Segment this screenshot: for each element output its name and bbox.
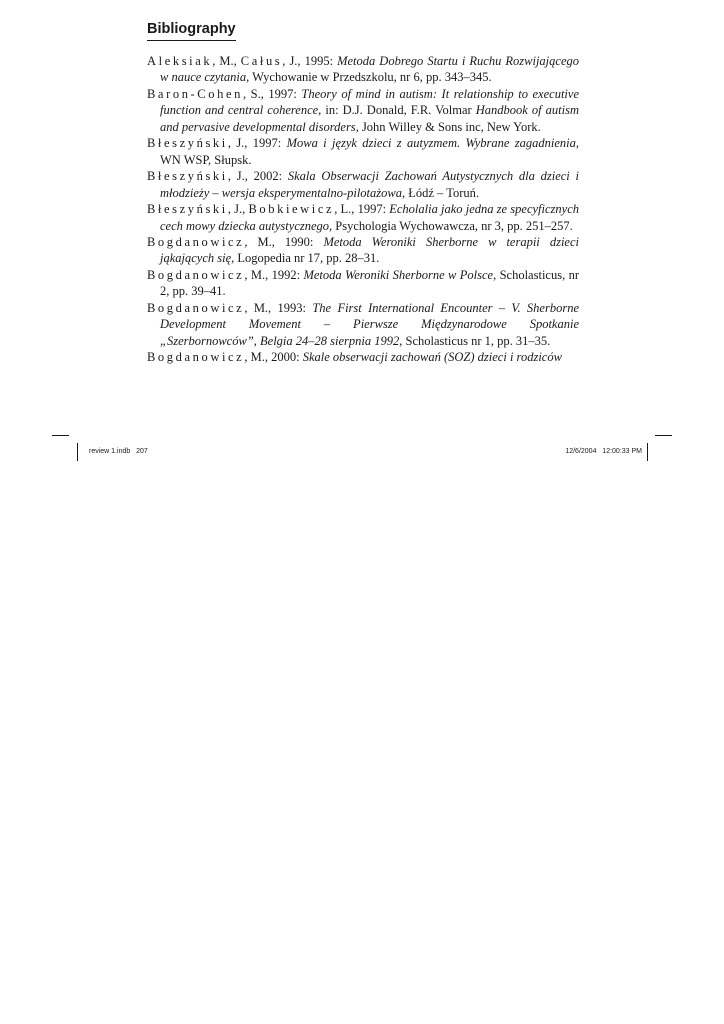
footer-timestamp: 12/6/2004 12:00:33 PM [565,448,642,455]
bibliography-list [147,53,579,366]
bibliography-entry [147,168,579,201]
entry-text: , M., 1992: [244,267,304,282]
entry-title: Skale obserwacji zachowań (SOZ) dzieci i rodziców [302,350,562,365]
entry-author: Błeszyński [147,136,228,151]
bibliography-entry [147,349,579,365]
entry-text: , Wychowanie w Przedszkolu, nr 6, pp. 343–345. [246,70,492,85]
entry-text: , J., 2002: [227,169,288,184]
entry-title: Echolalia jako jedna ze specyficznych cech mowy dziecka autystycznego [160,202,579,233]
bibliography-entry [147,267,579,300]
entry-text: , M., [212,54,241,68]
entry-title: Skala Obserwacji Zachowań Autystycznych dla dzieci i młodzieży – wersja eksperymentalno-pilotażowa [160,169,579,200]
entry-author: Bogdanowicz [147,267,245,282]
entry-title: Theory of mind in autism: It relationship to executive function and central coherence [160,86,579,118]
bibliography-entry [147,300,579,349]
entry-author: Błeszyński [147,202,228,217]
entry-text: , M., 2000: [244,350,303,365]
entry-text: , S., 1997: [242,86,302,101]
entry-text: , J., 1995: [282,54,338,68]
crop-mark-right-vertical [647,443,648,461]
bibliography-entry [147,135,579,168]
bibliography-entry [147,201,579,234]
entry-title: Metoda Weroniki Sherborne w Polsce [303,267,494,282]
entry-author: Aleksiak [147,54,213,68]
entry-text: , Psychologia Wychowawcza, nr 3, pp. 251–257. [329,218,573,233]
entry-author: Bobkiewicz [248,202,335,217]
entry-text: , M., 1993: [244,300,313,315]
bibliography-entry [147,86,579,135]
entry-author: Bogdanowicz [147,350,245,365]
entry-author: Bogdanowicz [147,300,245,315]
entry-title: The First International Encounter – V. Sherborne Development Movement – Pierwsze Międzynarodowe Spotkanie „Szerbornowców”, Belgia 24–28 sierpnia 1992 [160,300,579,348]
entry-text: , Logopedia nr 17, pp. 28–31. [231,251,380,266]
entry-author: Baron-Cohen [147,86,243,101]
entry-title: Handbook of autism and pervasive developmental disorders [160,103,579,134]
entry-title: Metoda Weroniki Sherborne w terapii dzieci jąkających się [160,234,579,266]
entry-text: , WN WSP, Słupsk. [160,136,579,167]
entry-text: , Scholasticus, nr 2, pp. 39–41. [160,267,579,299]
entry-text: , L., 1997: [334,202,390,217]
entry-text: , Scholasticus nr 1, pp. 31–35. [399,333,551,348]
entry-text: , John Willey & Sons inc, New York. [355,119,541,134]
crop-mark-left-vertical [77,443,78,461]
entry-text: , in: D.J. Donald, F.R. Volmar [318,103,476,118]
entry-text: , Łódź – Toruń. [402,185,480,200]
entry-author: Bogdanowicz [147,234,245,249]
entry-title: Metoda Dobrego Startu i Ruchu Rozwijającego w nauce czytania [160,54,579,85]
bibliography-entry [147,53,579,86]
entry-author: Całus [240,54,283,68]
entry-author: Błeszyński [147,169,228,184]
entry-text: , J., [227,202,249,217]
page-heading: Bibliography [147,19,236,41]
entry-text: , M., 1990: [244,234,324,249]
bibliography-entry [147,234,579,267]
entry-title: Mowa i język dzieci z autyzmem. Wybrane zagadnienia [286,136,576,151]
footer-file-info: review 1.indb 207 [89,448,148,455]
crop-mark-left [52,435,69,436]
entry-text: , J., 1997: [227,136,287,151]
crop-mark-right [655,435,672,436]
